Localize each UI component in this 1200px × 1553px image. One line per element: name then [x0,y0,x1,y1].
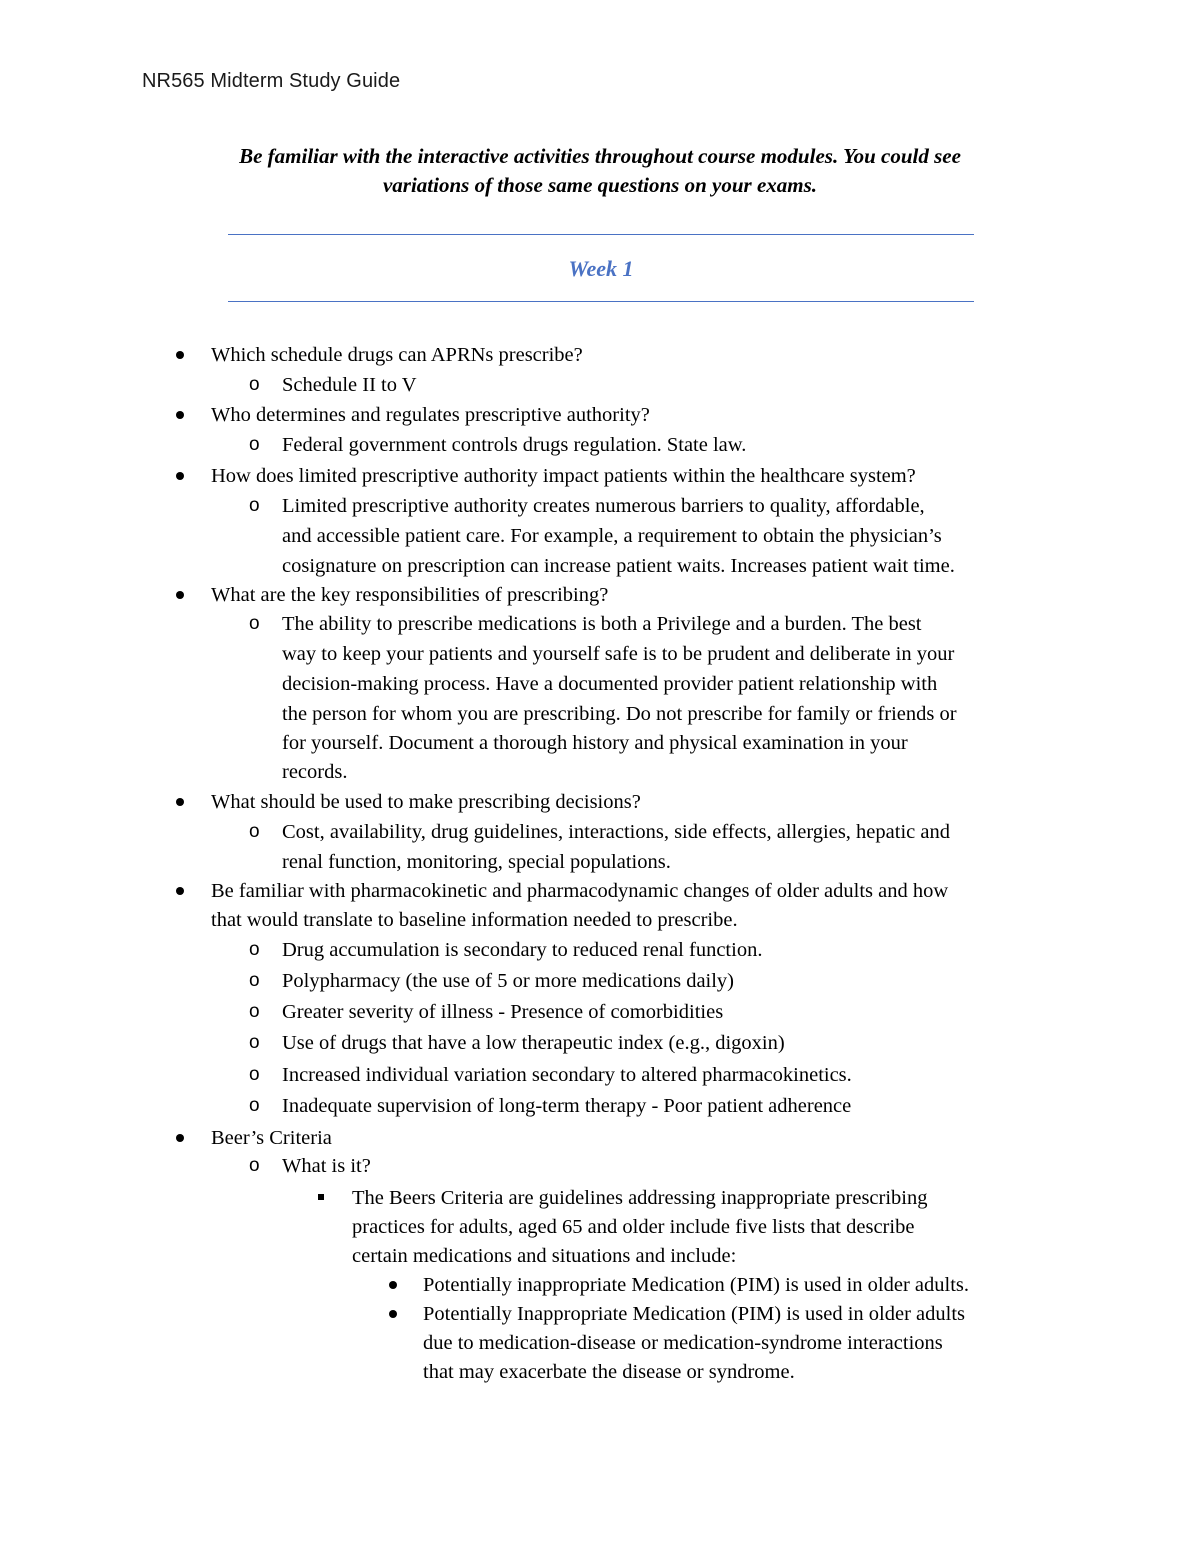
detail-text: practices for adults, aged 65 and older include five lists that describe [352,1216,915,1238]
page-header: NR565 Midterm Study Guide [142,70,401,92]
answer-text: The ability to prescribe medications is both a Privilege and a burden. The best [282,613,922,635]
circle-bullet-icon: o [249,821,260,842]
detail-text: that may exacerbate the disease or syndrome. [423,1361,795,1383]
bullet-icon [176,1134,184,1142]
answer-text: Polypharmacy (the use of 5 or more medications daily) [282,970,735,992]
bullet-icon [389,1310,397,1318]
intro-line: Be familiar with the interactive activities throughout course modules. You could see [239,144,961,168]
bullet-icon [389,1281,397,1289]
circle-bullet-icon: o [249,1001,260,1022]
bullet-icon [176,351,184,359]
question-text: Beer’s Criteria [211,1127,332,1149]
circle-bullet-icon: o [249,1064,260,1085]
answer-text: Inadequate supervision of long-term therapy - Poor patient adherence [282,1095,852,1117]
circle-bullet-icon: o [249,1155,260,1176]
question-text: that would translate to baseline information needed to prescribe. [211,909,738,931]
square-bullet-icon [318,1194,324,1200]
answer-text: the person for whom you are prescribing. Do not prescribe for family or friends or [282,703,957,725]
answer-text: and accessible patient care. For example, a requirement to obtain the physician’s [282,525,942,547]
question-text: Which schedule drugs can APRNs prescribe? [211,344,583,366]
bullet-icon [176,887,184,895]
bullet-icon [176,798,184,806]
question-text: Who determines and regulates prescriptive authority? [211,404,650,426]
circle-bullet-icon: o [249,1095,260,1116]
answer-text: way to keep your patients and yourself safe is to be prudent and deliberate in your [282,643,955,665]
answer-text: Schedule II to V [282,374,417,396]
bullet-icon [176,472,184,480]
detail-text: Potentially inappropriate Medication (PIM) is used in older adults. [423,1274,969,1296]
top-divider [228,234,974,235]
question-text: Be familiar with pharmacokinetic and pharmacodynamic changes of older adults and how [211,880,949,902]
detail-text: Potentially Inappropriate Medication (PIM) is used in older adults [423,1303,965,1325]
answer-text: Cost, availability, drug guidelines, interactions, side effects, allergies, hepatic and [282,821,950,843]
answer-text: Federal government controls drugs regulation. State law. [282,434,747,456]
answer-text: decision-making process. Have a documented provider patient relationship with [282,673,938,695]
week-title: Week 1 [568,256,634,281]
answer-text: Drug accumulation is secondary to reduced renal function. [282,939,763,961]
circle-bullet-icon: o [249,1032,260,1053]
circle-bullet-icon: o [249,434,260,455]
detail-text: due to medication-disease or medication-syndrome interactions [423,1332,943,1354]
question-text: How does limited prescriptive authority impact patients within the healthcare system? [211,465,916,487]
answer-text: Limited prescriptive authority creates numerous barriers to quality, affordable, [282,495,925,517]
circle-bullet-icon: o [249,374,260,395]
circle-bullet-icon: o [249,939,260,960]
answer-text: Increased individual variation secondary to altered pharmacokinetics. [282,1064,852,1086]
circle-bullet-icon: o [249,970,260,991]
answer-text: records. [282,761,348,783]
answer-text: Greater severity of illness - Presence of comorbidities [282,1001,724,1023]
intro-line: variations of those same questions on your exams. [382,173,818,197]
detail-text: certain medications and situations and include: [352,1245,737,1267]
answer-text: for yourself. Document a thorough history and physical examination in your [282,732,908,754]
answer-text: Use of drugs that have a low therapeutic index (e.g., digoxin) [282,1032,785,1054]
answer-text: What is it? [282,1155,371,1177]
question-text: What should be used to make prescribing decisions? [211,791,641,813]
circle-bullet-icon: o [249,495,260,516]
bullet-icon [176,411,184,419]
answer-text: cosignature on prescription can increase patient waits. Increases patient wait time. [282,555,955,577]
question-text: What are the key responsibilities of prescribing? [211,584,609,606]
bullet-icon [176,591,184,599]
intro-note [150,142,1050,200]
answer-text: renal function, monitoring, special populations. [282,851,671,873]
detail-text: The Beers Criteria are guidelines addressing inappropriate prescribing [352,1187,928,1209]
bottom-divider [228,301,974,302]
circle-bullet-icon: o [249,613,260,634]
